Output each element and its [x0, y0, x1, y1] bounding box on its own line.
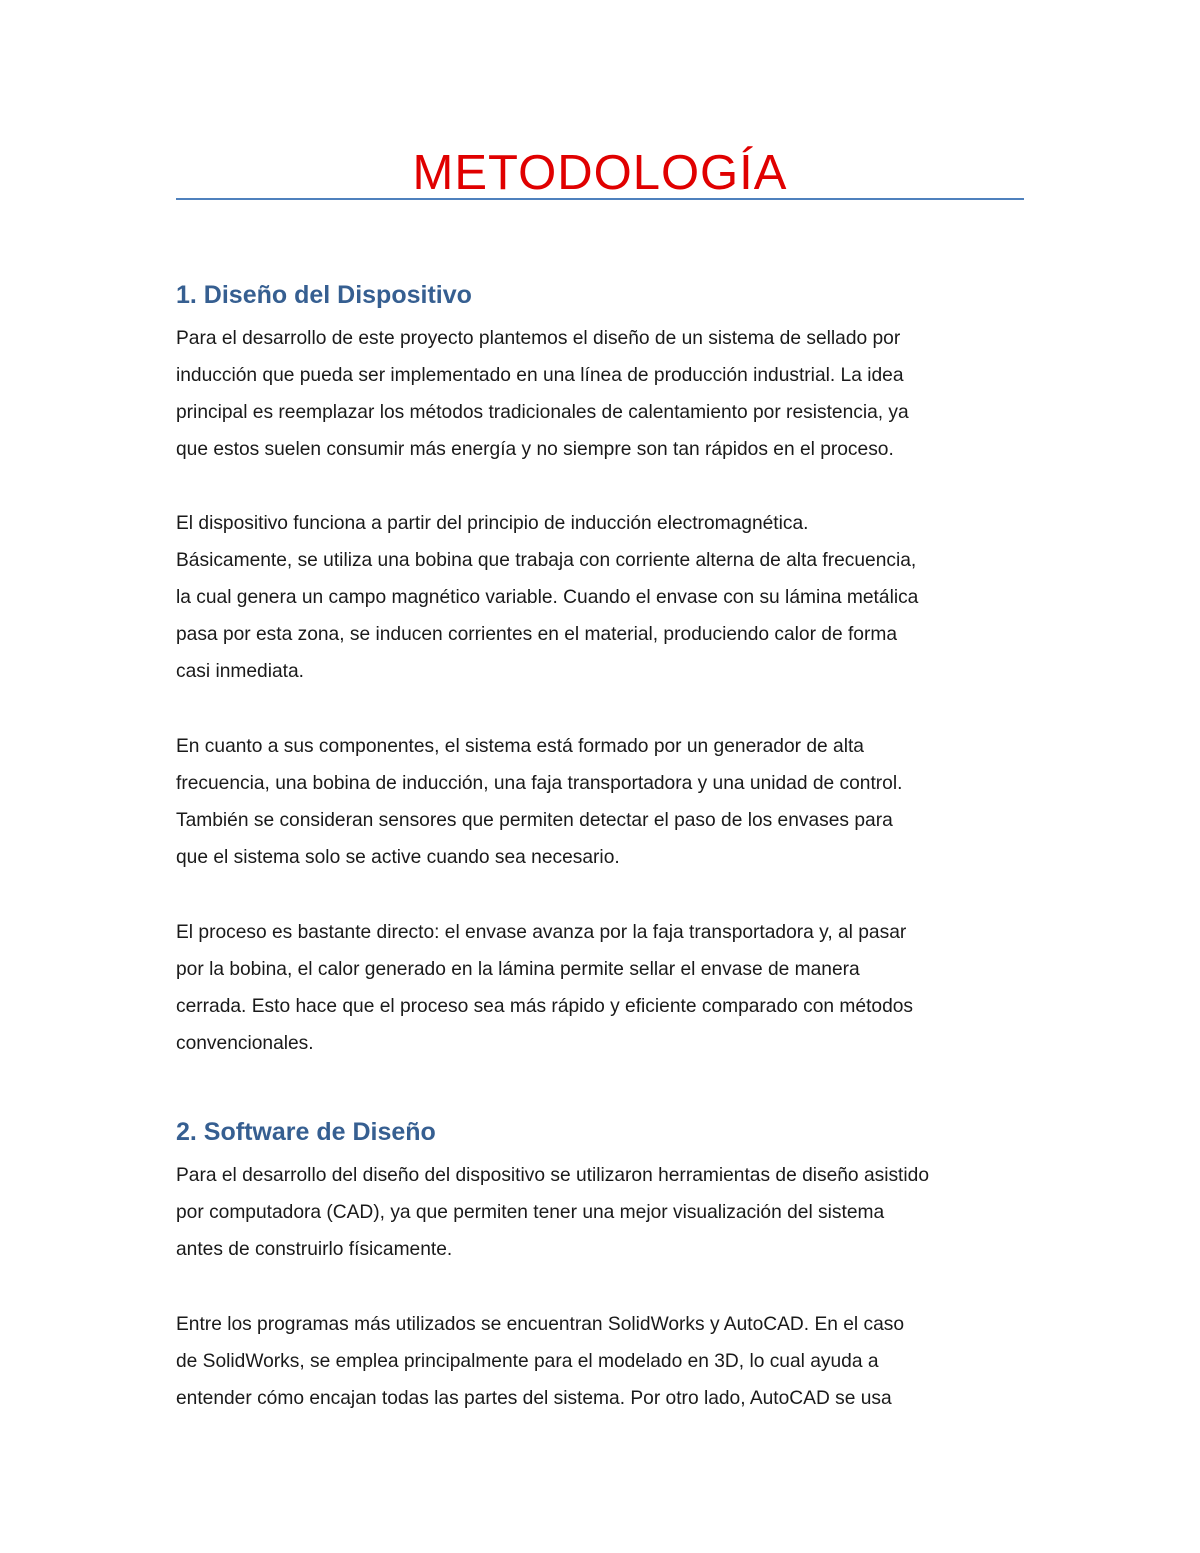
text-line: El dispositivo funciona a partir del principio de inducción electromagnética.	[176, 513, 809, 534]
text-line: frecuencia, una bobina de inducción, una faja transportadora y una unidad de control.	[176, 773, 903, 794]
paragraph	[176, 1306, 1036, 1417]
text-line: pasa por esta zona, se inducen corrientes en el material, produciendo calor de forma	[176, 624, 898, 645]
paragraph	[176, 1157, 1036, 1268]
text-line: principal es reemplazar los métodos tradicionales de calentamiento por resistencia, ya	[176, 402, 909, 423]
paragraph	[176, 505, 1036, 690]
text-line: la cual genera un campo magnético variable. Cuando el envase con su lámina metálica	[176, 587, 919, 608]
text-line: inducción que pueda ser implementado en una línea de producción industrial. La idea	[176, 365, 904, 386]
text-line: Entre los programas más utilizados se encuentran SolidWorks y AutoCAD. En el caso	[176, 1314, 905, 1335]
text-line: entender cómo encajan todas las partes del sistema. Por otro lado, AutoCAD se usa	[176, 1388, 892, 1409]
text-line: Básicamente, se utiliza una bobina que trabaja con corriente alterna de alta frecuencia,	[176, 550, 917, 571]
section-heading-diseno-dispositivo: 1. Diseño del Dispositivo	[176, 281, 472, 309]
text-line: Para el desarrollo del diseño del dispositivo se utilizaron herramientas de diseño asistido	[176, 1165, 929, 1186]
paragraph	[176, 914, 1036, 1062]
text-line: convencionales.	[176, 1033, 314, 1054]
text-line: que el sistema solo se active cuando sea necesario.	[176, 847, 620, 868]
title-underline	[176, 198, 1024, 200]
text-line: casi inmediata.	[176, 661, 304, 682]
section-heading-software-diseno: 2. Software de Diseño	[176, 1118, 436, 1146]
text-line: cerrada. Esto hace que el proceso sea más rápido y eficiente comparado con métodos	[176, 996, 914, 1017]
paragraph	[176, 728, 1036, 876]
text-line: También se consideran sensores que permiten detectar el paso de los envases para	[176, 810, 893, 831]
text-line: Para el desarrollo de este proyecto plantemos el diseño de un sistema de sellado por	[176, 328, 901, 349]
text-line: por la bobina, el calor generado en la lámina permite sellar el envase de manera	[176, 959, 860, 980]
text-line: antes de construirlo físicamente.	[176, 1239, 453, 1260]
document-title: METODOLOGÍA	[412, 146, 788, 200]
text-line: de SolidWorks, se emplea principalmente para el modelado en 3D, lo cual ayuda a	[176, 1351, 879, 1372]
text-line: El proceso es bastante directo: el envase avanza por la faja transportadora y, al pasar	[176, 922, 907, 943]
text-line: En cuanto a sus componentes, el sistema está formado por un generador de alta	[176, 736, 864, 757]
text-line: que estos suelen consumir más energía y no siempre son tan rápidos en el proceso.	[176, 439, 894, 460]
text-line: por computadora (CAD), ya que permiten tener una mejor visualización del sistema	[176, 1202, 885, 1223]
paragraph	[176, 320, 1036, 468]
